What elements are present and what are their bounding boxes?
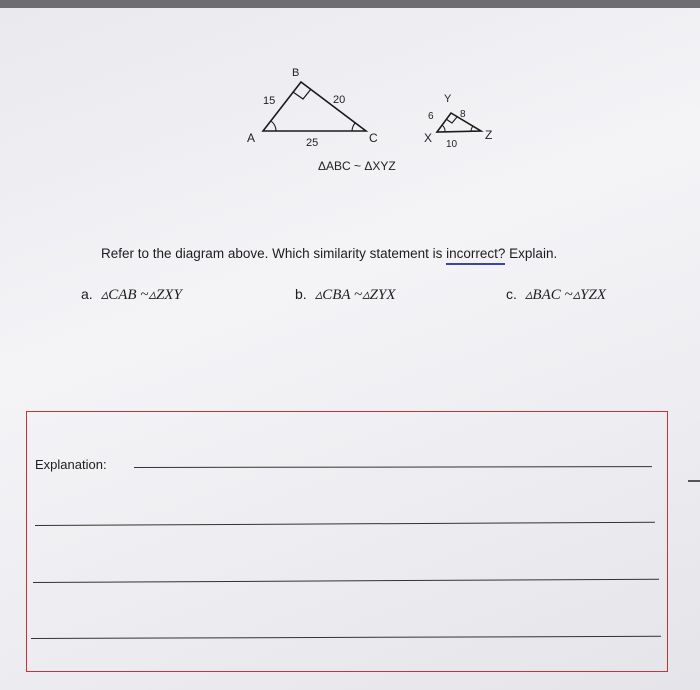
choice-b <box>295 285 396 304</box>
question-emphasis: incorrect? <box>446 246 506 261</box>
triangle-abc <box>263 82 366 131</box>
question-text <box>101 246 557 261</box>
vertex-label-x: X <box>424 131 433 145</box>
vertex-label-z: Z <box>485 128 493 142</box>
side-label-ab: 15 <box>263 95 276 107</box>
choice-a <box>81 285 182 304</box>
angle-arc-a <box>271 121 276 131</box>
side-label-xz: 10 <box>446 139 458 150</box>
side-label-bc: 20 <box>333 94 346 106</box>
vertex-label-a: A <box>247 131 256 145</box>
side-label-xy: 6 <box>428 111 434 122</box>
choice-letter: c. <box>506 286 517 302</box>
question-text-end: Explain. <box>505 246 558 261</box>
explanation-label: Explanation: <box>35 457 107 472</box>
side-label-ac: 25 <box>306 137 319 149</box>
right-angle-marker-b <box>293 89 311 99</box>
similarity-caption: ΔABC ~ ΔXYZ <box>318 159 396 173</box>
vertex-label-c: C <box>369 131 378 145</box>
choice-letter: a. <box>81 286 93 302</box>
margin-mark <box>688 480 700 482</box>
triangle-xyz <box>437 113 481 132</box>
angle-arc-x <box>442 125 445 132</box>
explanation-box <box>26 411 668 672</box>
choice-c <box>506 285 606 304</box>
angle-arc-c <box>352 123 355 131</box>
question-text-start: Refer to the diagram above. Which similarity statement is <box>101 246 447 261</box>
side-label-yz: 8 <box>460 109 466 120</box>
angle-arc-z <box>471 126 473 131</box>
triangle-diagram <box>0 0 700 200</box>
choice-letter: b. <box>295 286 307 302</box>
choice-statement: ▵CBA ~▵ZYX <box>314 287 396 303</box>
choice-statement: ▵CAB ~▵ZXY <box>100 287 182 303</box>
choice-statement: ▵BAC ~▵YZX <box>524 287 606 303</box>
vertex-label-y: Y <box>444 93 452 105</box>
vertex-label-b: B <box>292 67 300 79</box>
